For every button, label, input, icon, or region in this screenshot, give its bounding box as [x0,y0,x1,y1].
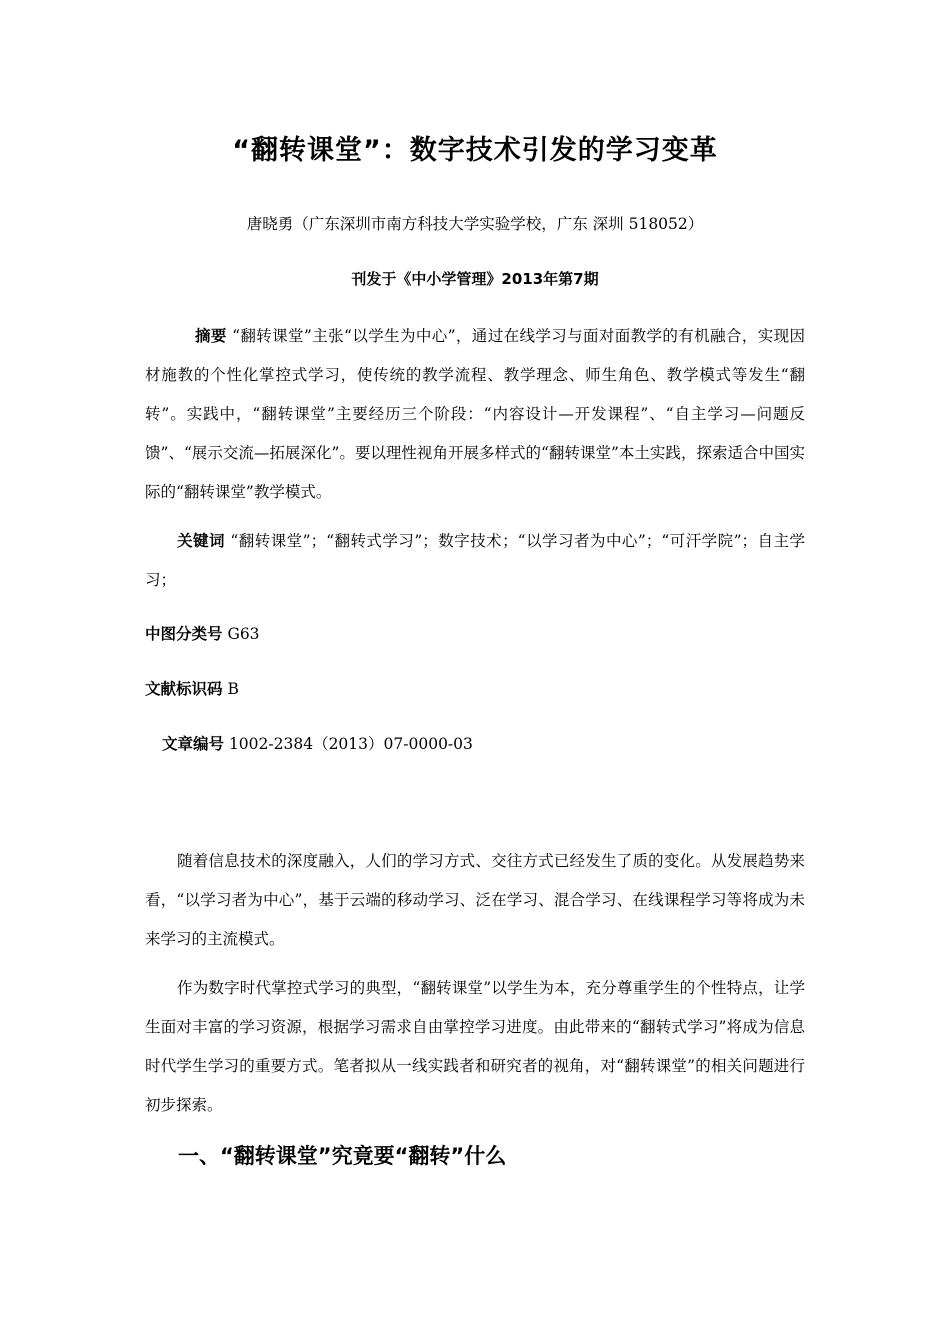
doc-id-value: B [222,680,239,698]
publication-source: 刊发于《中小学管理》2013年第7期 [351,270,599,288]
body-paragraph-2: 作为数字时代掌控式学习的典型，“翻转课堂”以学生为本，充分尊重学生的个性特点，让学生面对丰富的学习资源，根据学习需求自由掌控学习进度。由此带来的“翻转式学习”将成为信息时代学生学习的重要方式。笔者拟从一线实践者和研究者的视角，对“翻转课堂”的相关问题进行初步探索。 [145,979,805,1114]
clc-value: G63 [222,625,260,643]
keywords-label: 关键词 [177,532,225,550]
doc-id-label: 文献标识码 [145,680,223,698]
clc-number [145,622,260,644]
abstract [145,317,805,512]
abstract-label: 摘要 [195,327,227,345]
clc-label: 中图分类号 [145,625,223,643]
document-code [145,677,239,699]
article-number [162,732,473,754]
author-affiliation: 唐晓勇（广东深圳市南方科技大学实验学校，广东 深圳 518052） [246,215,704,233]
article-no-label: 文章编号 [162,735,225,753]
paper-title: “翻转课堂”：数字技术引发的学习变革 [232,135,718,166]
keywords [145,522,805,600]
abstract-text: “翻转课堂”主张“以学生为中心”，通过在线学习与面对面教学的有机融合，实现因材施教的个性化掌控式学习，使传统的教学流程、教学理念、师生角色、教学模式等发生“翻转”。实践中，“翻转课堂”主要经历三个阶段：“内容设计—开发课程”、“自主学习—问题反馈”、“展示交流—拓展深化”。要以理性视角开展多样式的“翻转课堂”本土实践，探索适合中国实际的“翻转课堂”教学模式。 [145,327,805,501]
keywords-text: “翻转课堂”；“翻转式学习”；数字技术；“以学习者为中心”；“可汗学院”；自主学习； [145,532,805,589]
section-heading-1: 一、“翻转课堂”究竟要“翻转”什么 [178,1144,507,1168]
body-paragraph-1: 随着信息技术的深度融入，人们的学习方式、交往方式已经发生了质的变化。从发展趋势来看，“以学习者为中心”，基于云端的移动学习、泛在学习、混合学习、在线课程学习等将成为未来学习的主流模式。 [145,852,805,948]
article-no-value: 1002-2384（2013）07-0000-03 [224,735,473,753]
